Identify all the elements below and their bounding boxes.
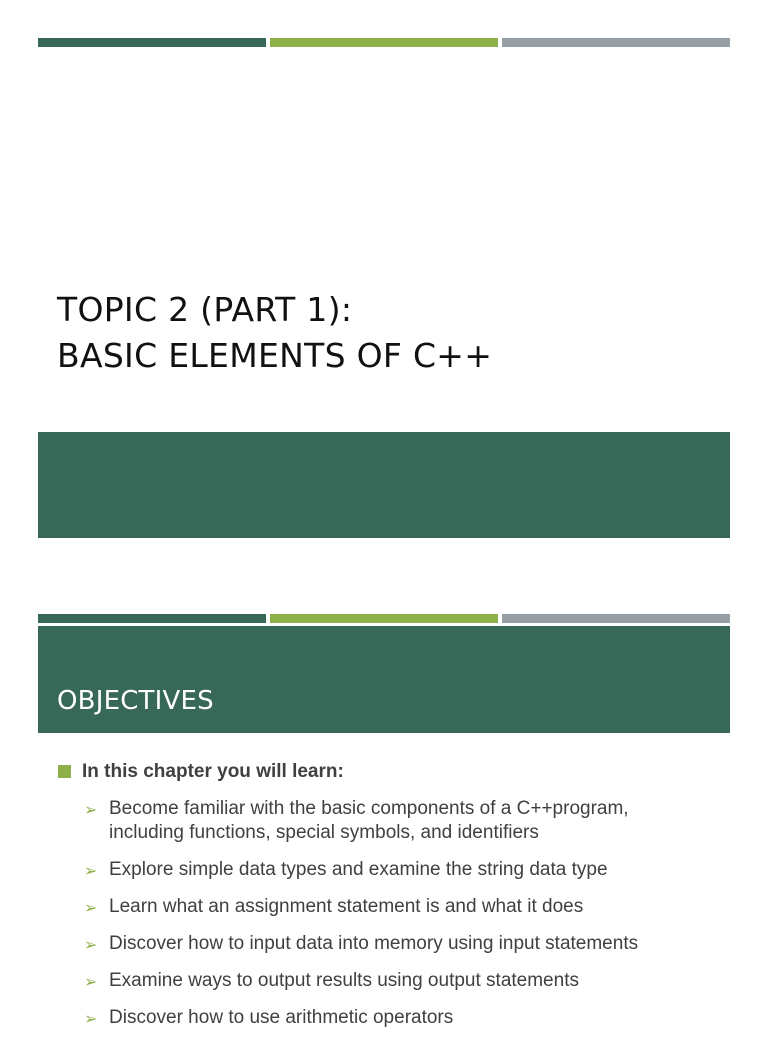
slide2-header bbox=[38, 626, 730, 733]
bullet-level1-text: In this chapter you will learn: bbox=[82, 761, 344, 782]
list-item-line1: Explore simple data types and examine the string data type bbox=[109, 859, 608, 880]
list-item-line1: Discover how to use arithmetic operators bbox=[109, 1007, 454, 1028]
slide1-title bbox=[57, 287, 717, 379]
arrow-right-icon: ➢ bbox=[84, 1009, 98, 1028]
slide1-stripe-gray bbox=[502, 38, 730, 47]
list-item-line1: Learn what an assignment statement is and what it does bbox=[109, 896, 584, 917]
slide2-stripe-dark bbox=[38, 614, 266, 623]
list-item-line1: Examine ways to output results using output statements bbox=[109, 970, 579, 991]
arrow-right-icon: ➢ bbox=[84, 898, 98, 917]
list-item bbox=[84, 969, 734, 993]
slide1-footer-band bbox=[38, 432, 730, 538]
list-item bbox=[84, 895, 734, 919]
list-item bbox=[84, 932, 734, 956]
objectives-list bbox=[84, 797, 734, 1043]
arrow-right-icon: ➢ bbox=[84, 861, 98, 880]
slide1-stripe-green bbox=[270, 38, 498, 47]
slide2-stripe-gray bbox=[502, 614, 730, 623]
arrow-right-icon: ➢ bbox=[84, 800, 98, 819]
arrow-right-icon: ➢ bbox=[84, 972, 98, 991]
list-item bbox=[84, 1006, 734, 1030]
slide1-title-line2: BASIC ELEMENTS OF C++ bbox=[57, 336, 493, 375]
list-item bbox=[84, 797, 734, 845]
slide2-stripe-green bbox=[270, 614, 498, 623]
slide1-stripe-dark bbox=[38, 38, 266, 47]
list-item bbox=[84, 858, 734, 882]
green-square-icon bbox=[58, 765, 71, 778]
list-item-line2: including functions, special symbols, and identifiers bbox=[109, 822, 539, 843]
slide1-title-line1: TOPIC 2 (PART 1): bbox=[57, 290, 353, 329]
list-item-line1: Become familiar with the basic components of a C++program, bbox=[109, 798, 629, 819]
slide2-title: OBJECTIVES bbox=[57, 686, 214, 716]
list-item-line1: Discover how to input data into memory using input statements bbox=[109, 933, 639, 954]
arrow-right-icon: ➢ bbox=[84, 935, 98, 954]
